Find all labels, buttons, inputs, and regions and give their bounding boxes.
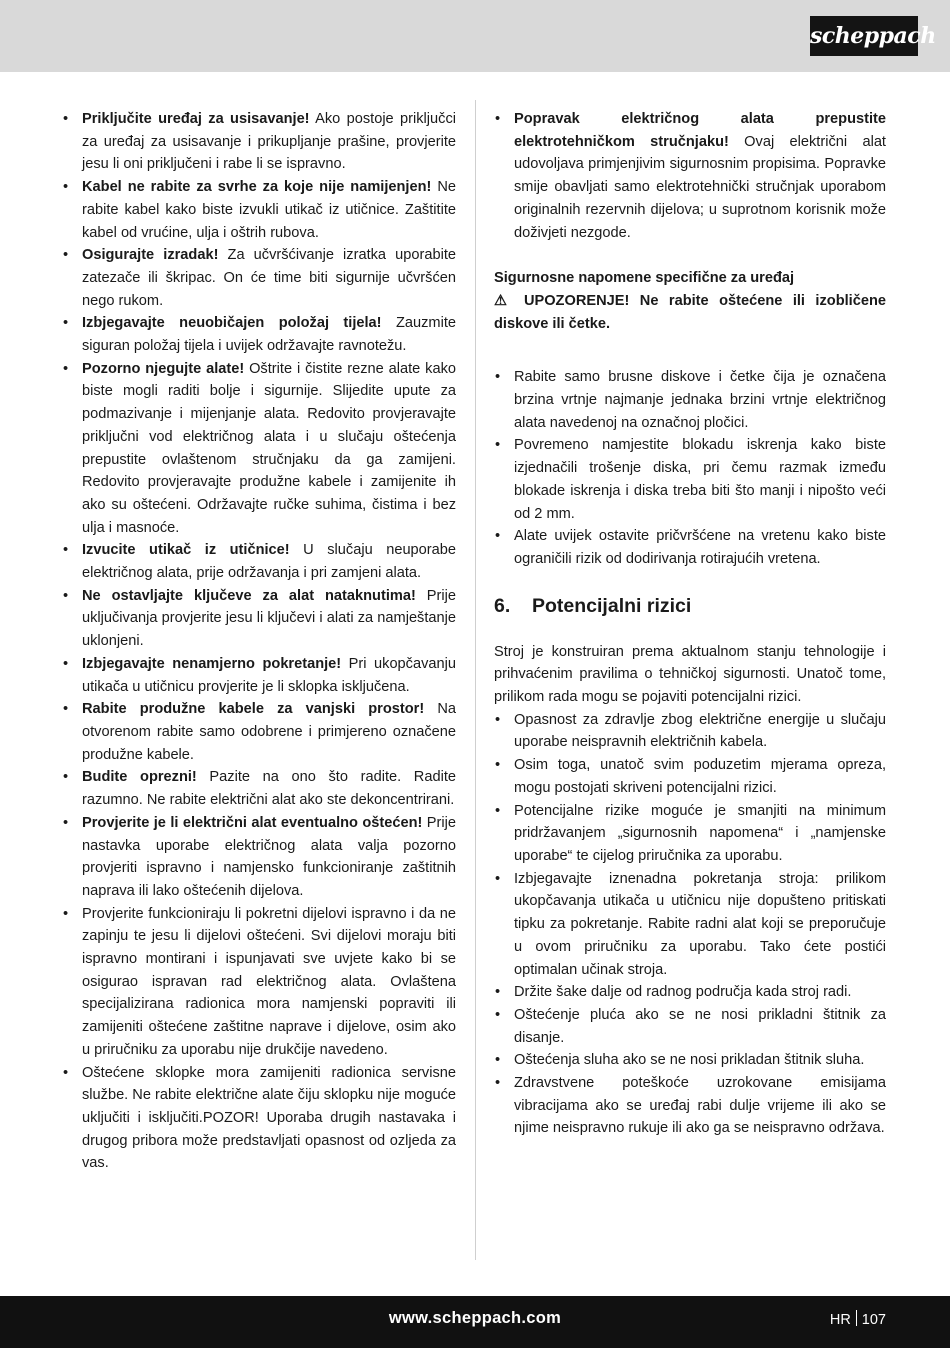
list-item: • Rabite samo brusne diskove i četke čija je označena brzina vrtnje najmanje jednaka brzini vrtnje električnog alata navedenoj na označnoj pločici. <box>494 366 886 434</box>
item-bold-lead: Osigurajte izradak! <box>82 247 219 264</box>
list-item <box>62 812 456 903</box>
item-text: Oštećene sklopke mora zamijeniti radionica servisne službe. Ne rabite električne alate čiju sklopku nije moguće uključiti i isključiti.POZOR! Uporaba drugih nastavaka i drugog pribora može predstavljati opasnost od ozljeda za vas. <box>82 1064 456 1172</box>
website-link[interactable]: www.scheppach.com <box>388 1309 562 1327</box>
list-item <box>62 539 456 584</box>
warning-text: UPOZORENJE! Ne rabite oštećene ili izobličene diskove ili četke. <box>494 292 886 332</box>
list-item <box>62 1062 456 1176</box>
warning-icon: ⚠ <box>494 292 514 309</box>
item-bold-lead: Rabite produžne kabele za vanjski prostor! <box>82 701 425 718</box>
item-bold-lead: Provjerite je li električni alat eventualno oštećen! <box>82 814 423 831</box>
item-text: Prije uključivanja provjerite jesu li ključevi i alati za namještanje uklonjeni. <box>82 587 457 650</box>
page-header <box>0 0 950 72</box>
item-text: Zauzmite siguran položaj tijela i uvijek održavajte ravnotežu. <box>82 315 456 355</box>
item-text: Na otvorenom rabite samo odobrene i primjereno označene produžne kabele. <box>82 701 456 763</box>
list-item: • Zdravstvene poteškoće uzrokovane emisijama vibracijama ako se uređaj rabi dulje vrijeme ili ako se njime neispravno rukuje ili ako ga se neispravno održava. <box>494 1072 886 1140</box>
section-number: 6. <box>494 594 511 617</box>
list-item <box>62 312 456 357</box>
section-heading <box>494 593 886 619</box>
list-item <box>494 108 886 244</box>
scheppach-logo: scheppach <box>810 16 918 56</box>
item-text: Ako postoje priključci za uređaj za usisavanje i prikupljanje prašine, provjerite jesu li oni priključeni i rabe li se ispravno. <box>82 111 456 173</box>
list-item: • Oštećenja sluha ako se ne nosi prikladan štitnik sluha. <box>494 1049 886 1072</box>
item-bold-lead: Kabel ne rabite za svrhe za koje nije namijenjen! <box>82 179 432 196</box>
list-item: • Držite šake dalje od radnog područja kada stroj radi. <box>494 981 886 1004</box>
section-title: Potencijalni rizici <box>532 594 692 617</box>
item-text: Ovaj električni alat udovoljava primjenjivim sigurnosnim propisima. Popravke smije obavljati samo elektrotehnički stručnjak uporabom originalnih rezervnih dijelova; u suprotnom korisnik može doživjeti nezgode. <box>514 133 886 241</box>
item-text: Pazite na ono što radite. Radite razumno. Ne rabite električni alat ako ste dekoncentrirani. <box>82 769 456 809</box>
item-text: Pri ukopčavanju utikača u utičnicu provjerite je li sklopka isključena. <box>82 655 456 695</box>
list-item <box>62 244 456 312</box>
page-number-label <box>830 1310 886 1328</box>
language-code: HR <box>829 1312 851 1328</box>
item-bold-lead: Izvucite utikač iz utičnice! <box>82 542 290 559</box>
item-text: Oštrite i čistite rezne alate kako biste mogli raditi bolje i sigurnije. Slijedite upute za podmazivanje i mijenjanje alata. Redovito provjeravajte priključni vod električnog alata i u slučaju oštećenja prepustite ovlaštenom stručnjaku da ga zamijeni. Redovito provjeravajte produžne kabele i zamijenite ih ako su oštećeni. Održavajte ručke suhima, čistima i bez ulja i masnoće. <box>82 360 456 536</box>
list-item: • Osim toga, unatoč svim poduzetim mjerama opreza, mogu postojati skriveni potencijalni rizici. <box>494 754 886 799</box>
item-bold-lead: Popravak električnog alata prepustite elektrotehničkom stručnjaku! <box>514 111 886 150</box>
page-number: 107 <box>861 1312 886 1328</box>
device-safety-list <box>494 366 886 570</box>
item-bold-lead: Priključite uređaj za usisavanje! <box>82 111 310 127</box>
item-text: U slučaju neuporabe električnog alata, prije održavanja i pri zamjeni alata. <box>82 542 456 582</box>
list-item: • Alate uvijek ostavite pričvršćene na vretenu kako biste ograničili rizik od dodirivanja rotirajućih vretena. <box>494 525 886 570</box>
item-text: Prije nastavka uporabe električnog alata valja pozorno provjeriti ispravno i namjensko funkcioniranje zaštitnih naprava ili lako oštećenih dijelova. <box>82 814 457 899</box>
page-footer <box>0 1296 950 1348</box>
list-item <box>62 903 456 1062</box>
list-item: • Povremeno namjestite blokadu iskrenja kako biste izjednačili trošenje diska, pri čemu razmak između blokade iskrenja i diska treba biti što manji i nipošto veći od 2 mm. <box>494 434 886 525</box>
list-item: • Oštećenje pluća ako se ne nosi prikladni štitnik za disanje. <box>494 1004 886 1049</box>
safety-list-left <box>62 108 456 1175</box>
list-item: • Potencijalne rizike moguće je smanjiti na minimum pridržavanjem „sigurnosnih napomena“ i „namjenske uporabe“ te cijelog priručnika za uporabu. <box>494 800 886 868</box>
item-bold-lead: Pozorno njegujte alate! <box>82 360 245 377</box>
section-intro: Stroj je konstruiran prema aktualnom stanju tehnologije i prihvaćenim pravilima o tehničkoj sigurnosti. Unatoč tome, prilikom rada mogu se pojaviti potencijalni rizici. <box>494 643 886 706</box>
risk-list <box>494 709 886 1140</box>
list-item: • Izbjegavajte iznenadna pokretanja stroja: prilikom ukopčavanja utikača u utičnicu nije dopušteno pritiskati tipku za pokretanje. Rabite radni alat koji se preporučuje u ovom priručniku za uporabu. Tako ćete postići optimalan učinak stroja. <box>494 868 886 982</box>
device-safety-heading: Sigurnosne napomene specifične za uređaj <box>494 270 795 287</box>
item-bold-lead: Ne ostavljajte ključeve za alat nataknutima! <box>82 587 416 604</box>
item-text: Ne rabite kabel kako biste izvukli utikač iz utičnice. Zaštitite kabel od vrućine, ulja i oštrih rubova. <box>82 179 456 241</box>
safety-list-right-top <box>494 108 886 244</box>
list-item <box>62 358 456 540</box>
column-divider <box>475 100 476 1260</box>
item-bold-lead: Izbjegavajte nenamjerno pokretanje! <box>82 655 342 672</box>
item-bold-lead: Budite oprezni! <box>82 769 197 786</box>
list-item <box>62 176 456 244</box>
right-column <box>494 108 886 1140</box>
list-item <box>62 585 456 653</box>
list-item <box>62 108 456 176</box>
list-item <box>62 653 456 698</box>
list-item <box>62 766 456 811</box>
item-text: Za učvršćivanje izratka uporabite zatezače ili škripac. On će time biti sigurnije učvršćen nego rukom. <box>82 247 456 309</box>
list-item: • Opasnost za zdravlje zbog električne energije u slučaju uporabe neispravnih električnih kabela. <box>494 709 886 754</box>
item-text: Provjerite funkcioniraju li pokretni dijelovi ispravno i da ne zapinju te jesu li dijelovi oštećeni. Svi dijelovi moraju biti ispravno montirani i ispunjavati sve uvjete kako bi se osigurao ispravan rad električnog alata. Ovlaštena specijalizirana radionica mora namjenski popraviti ili zamijeniti oštećene zaštitne naprave i dijelove, osim ako u priručniku za uporabu nije drukčije navedeno. <box>82 905 456 1058</box>
warning-note <box>494 290 886 335</box>
left-column <box>62 108 456 1175</box>
separator <box>856 1310 857 1326</box>
list-item <box>62 698 456 766</box>
item-bold-lead: Izbjegavajte neuobičajen položaj tijela! <box>82 315 382 332</box>
